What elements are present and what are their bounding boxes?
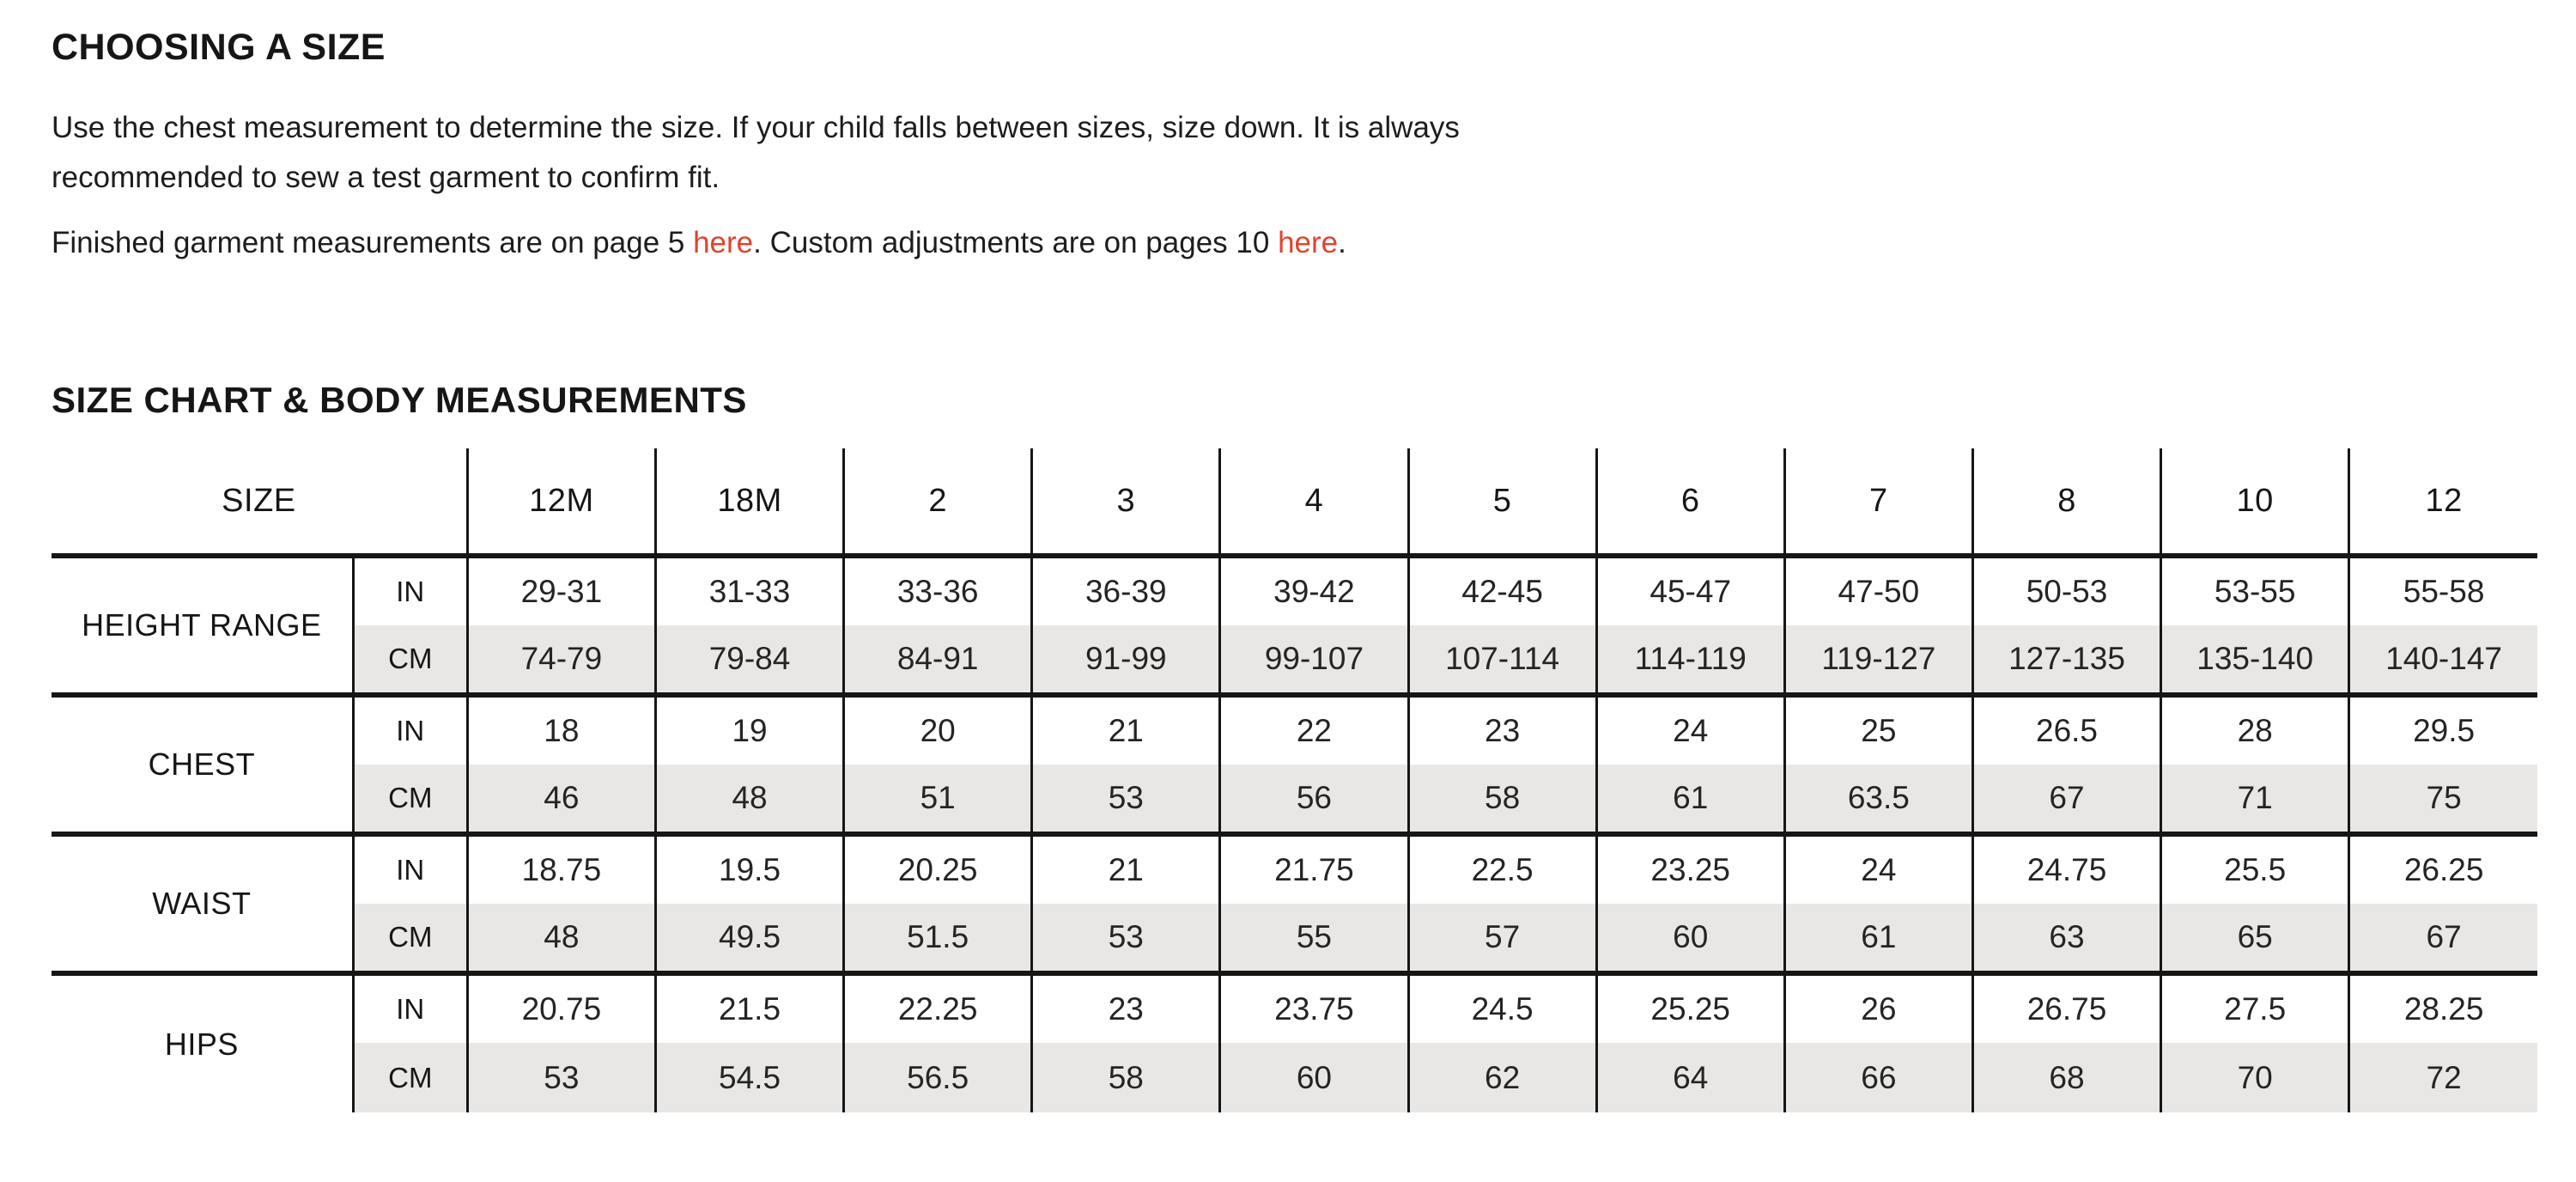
measurement-cell: 61 <box>1784 904 1972 973</box>
page-title: CHOOSING A SIZE <box>52 27 386 68</box>
measurement-cell: 18 <box>467 695 655 765</box>
measurement-cell: 53 <box>467 1043 655 1112</box>
measurement-cell: 23.75 <box>1220 973 1408 1043</box>
measurement-cell: 36-39 <box>1032 556 1220 625</box>
measurement-cell: 39-42 <box>1220 556 1408 625</box>
measurement-cell: 71 <box>2161 765 2349 834</box>
measurement-cell: 22.5 <box>1408 834 1596 904</box>
measurement-cell: 49.5 <box>655 904 843 973</box>
measurement-cell: 62 <box>1408 1043 1596 1112</box>
measurement-cell: 54.5 <box>655 1043 843 1112</box>
measurement-cell: 29.5 <box>2413 713 2476 748</box>
measurement-cell: 26.25 <box>2403 852 2484 887</box>
measurement-cell: 20 <box>844 695 1032 765</box>
measurement-cell: 70 <box>2161 1043 2349 1112</box>
measurement-cell: 68 <box>1972 1043 2160 1112</box>
table-row <box>52 904 2537 973</box>
unit-label: CM <box>353 625 467 695</box>
measurement-cell: 24 <box>1784 834 1972 904</box>
measurement-cell: 75 <box>2349 765 2537 834</box>
measurement-cell: 53 <box>1032 765 1220 834</box>
measurement-cell: 20.25 <box>844 834 1032 904</box>
measurement-cell: 61 <box>1596 765 1784 834</box>
measurement-cell: 24.75 <box>1972 834 2160 904</box>
measurement-cell: 19.5 <box>655 834 843 904</box>
measurement-cell: 56 <box>1220 765 1408 834</box>
document-page <box>0 26 2576 1112</box>
measurement-cell: 18.75 <box>467 834 655 904</box>
unit-label: IN <box>353 973 467 1043</box>
paragraph-line: recommended to sew a test garment to confirm fit. <box>52 161 720 194</box>
measurement-cell: 26 <box>1784 973 1972 1043</box>
size-column-header: 12 <box>2349 448 2537 556</box>
size-column-header: 18M <box>655 448 843 556</box>
measurement-cell: 63 <box>1972 904 2160 973</box>
here-link[interactable]: here <box>693 226 754 259</box>
size-chart-heading: SIZE CHART & BODY MEASUREMENTS <box>52 380 747 420</box>
measurement-cell: 74-79 <box>467 625 655 695</box>
measurement-cell: 135-140 <box>2161 625 2349 695</box>
measurement-cell: 53-55 <box>2161 556 2349 625</box>
row-label: HEIGHT RANGE <box>52 556 353 695</box>
measurement-cell: 72 <box>2349 1043 2537 1112</box>
measurement-cell: 107-114 <box>1408 625 1596 695</box>
unit-label: IN <box>353 695 467 765</box>
table-row <box>52 834 2537 904</box>
measurement-cell: 51 <box>844 765 1032 834</box>
measurement-cell: 21 <box>1032 695 1220 765</box>
measurement-cell: 21 <box>1032 834 1220 904</box>
measurement-cell: 22.25 <box>844 973 1032 1043</box>
measurement-cell: 20.75 <box>467 973 655 1043</box>
measurement-cell: 24 <box>1596 695 1784 765</box>
measurement-cell: 19 <box>655 695 843 765</box>
measurement-cell: 28 <box>2161 695 2349 765</box>
measurement-cell: 25.25 <box>1596 973 1784 1043</box>
measurement-cell: 46 <box>467 765 655 834</box>
measurement-cell: 23.25 <box>1596 834 1784 904</box>
unit-label: CM <box>353 904 467 973</box>
measurement-cell: 64 <box>1596 1043 1784 1112</box>
measurement-cell: 58 <box>1032 1043 1220 1112</box>
unit-label: CM <box>353 1043 467 1112</box>
measurement-cell: 47-50 <box>1784 556 1972 625</box>
intro-paragraph <box>52 103 2542 203</box>
measurement-cell: 66 <box>1784 1043 1972 1112</box>
measurement-cell: 79-84 <box>655 625 843 695</box>
text-segment: Finished garment measurements are on page 5 <box>52 226 694 259</box>
measurement-cell: 56.5 <box>844 1043 1032 1112</box>
measurement-cell: 45-47 <box>1596 556 1784 625</box>
measurement-cell: 53 <box>1032 904 1220 973</box>
measurement-cell: 57 <box>1408 904 1596 973</box>
measurement-cell: 114-119 <box>1596 625 1784 695</box>
measurement-cell: 48 <box>655 765 843 834</box>
measurement-cell: 55-58 <box>2403 574 2485 609</box>
links-paragraph <box>52 218 2542 268</box>
text-segment: . Custom adjustments are on pages 10 <box>753 226 1279 259</box>
measurement-cell: 24.5 <box>1408 973 1596 1043</box>
row-label: WAIST <box>52 834 353 973</box>
table-row <box>52 625 2537 695</box>
measurement-cell: 50-53 <box>1972 556 2160 625</box>
measurement-cell: 65 <box>2161 904 2349 973</box>
measurement-cell: 21.75 <box>1220 834 1408 904</box>
measurement-cell: 67 <box>2349 904 2537 973</box>
measurement-cell: 33-36 <box>844 556 1032 625</box>
unit-label: CM <box>353 765 467 834</box>
measurement-cell: 26.75 <box>1972 973 2160 1043</box>
unit-label: IN <box>353 834 467 904</box>
measurement-cell: 25 <box>1784 695 1972 765</box>
measurement-cell: 23 <box>1408 695 1596 765</box>
text-segment: . <box>1338 226 1346 259</box>
measurement-cell: 29-31 <box>467 556 655 625</box>
row-label: CHEST <box>52 695 353 834</box>
measurement-cell: 48 <box>467 904 655 973</box>
measurement-cell: 22 <box>1220 695 1408 765</box>
measurement-cell: 84-91 <box>844 625 1032 695</box>
measurement-cell: 60 <box>1596 904 1784 973</box>
here-link[interactable]: here <box>1278 226 1339 259</box>
size-column-header: 6 <box>1596 448 1784 556</box>
measurement-cell: 27.5 <box>2161 973 2349 1043</box>
measurement-cell: 67 <box>1972 765 2160 834</box>
measurement-cell: 21.5 <box>655 973 843 1043</box>
table-row <box>52 556 2537 625</box>
measurement-cell: 140-147 <box>2349 625 2537 695</box>
measurement-cell: 42-45 <box>1408 556 1596 625</box>
size-header-corner: SIZE <box>52 448 467 556</box>
measurement-cell: 28.25 <box>2403 991 2484 1027</box>
size-column-header: 5 <box>1408 448 1596 556</box>
size-column-header: 2 <box>844 448 1032 556</box>
size-column-header: 8 <box>1972 448 2160 556</box>
measurement-cell: 127-135 <box>1972 625 2160 695</box>
table-row <box>52 973 2537 1043</box>
size-header-row <box>52 448 2537 556</box>
measurement-cell: 63.5 <box>1784 765 1972 834</box>
measurement-cell: 23 <box>1032 973 1220 1043</box>
size-column-header: 3 <box>1032 448 1220 556</box>
measurement-cell: 25.5 <box>2161 834 2349 904</box>
measurement-cell: 58 <box>1408 765 1596 834</box>
size-column-header: 7 <box>1784 448 1972 556</box>
measurement-cell: 51.5 <box>844 904 1032 973</box>
measurement-cell: 91-99 <box>1032 625 1220 695</box>
size-column-header: 12M <box>467 448 655 556</box>
size-chart-table <box>52 448 2537 1112</box>
measurement-cell: 60 <box>1220 1043 1408 1112</box>
measurement-cell: 119-127 <box>1784 625 1972 695</box>
measurement-cell: 26.5 <box>1972 695 2160 765</box>
row-label: HIPS <box>52 973 353 1112</box>
unit-label: IN <box>353 556 467 625</box>
paragraph-line: Use the chest measurement to determine the size. If your child falls between sizes, size down. It is always <box>52 111 1460 144</box>
measurement-cell: 31-33 <box>655 556 843 625</box>
measurement-cell: 99-107 <box>1220 625 1408 695</box>
size-column-header: 4 <box>1220 448 1408 556</box>
measurement-cell: 55 <box>1220 904 1408 973</box>
table-row <box>52 765 2537 834</box>
table-row <box>52 1043 2537 1112</box>
table-row <box>52 695 2537 765</box>
size-column-header: 10 <box>2161 448 2349 556</box>
